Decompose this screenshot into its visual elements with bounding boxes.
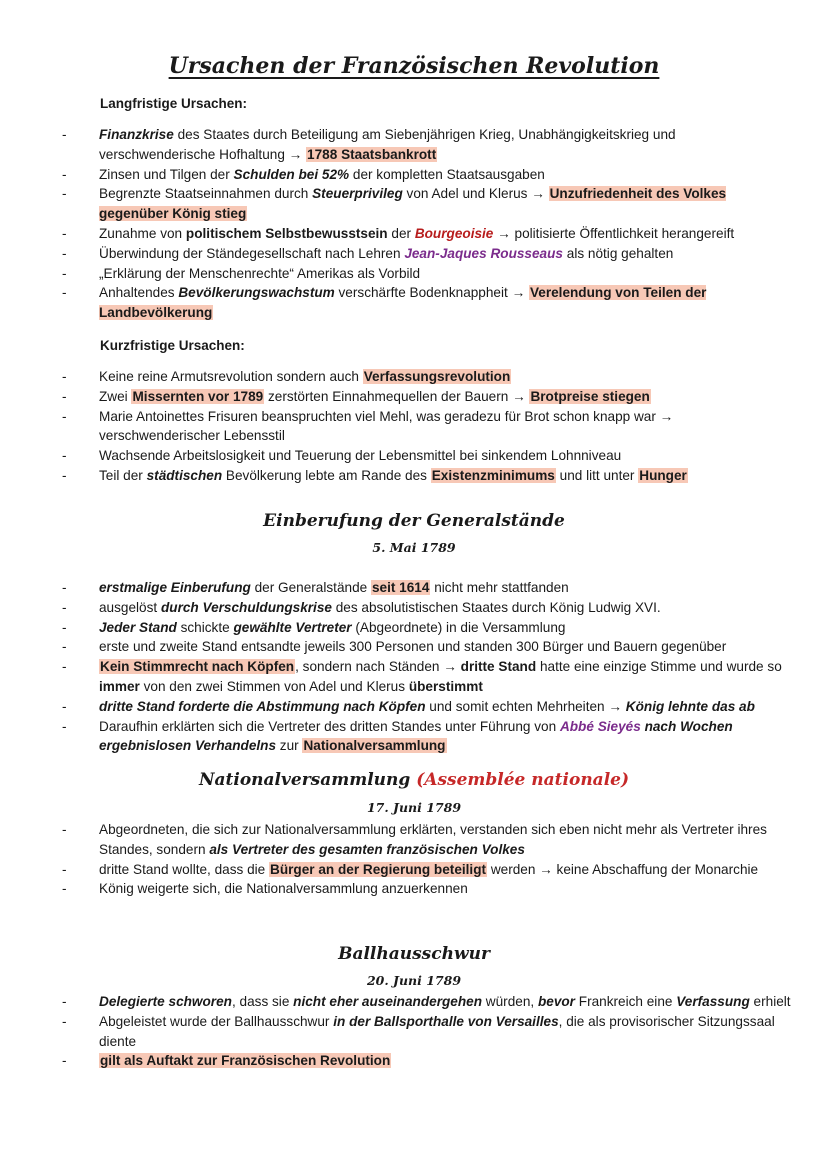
list-item: - Kein Stimmrecht nach Köpfen, sondern nach Ständen → dritte Stand hatte eine einzige Stimme und wurde so immer von den zwei Stimmen von Adel und Klerus überstimmt (62, 657, 792, 697)
list-item: - dritte Stand wollte, dass die Bürger an der Regierung beteiligt werden → keine Abschaffung der Monarchie (62, 860, 792, 880)
ballhausschwur-list (62, 992, 792, 1071)
list-item: - Anhaltendes Bevölkerungswachstum verschärfte Bodenknappheit → Verelendung von Teilen der Landbevölkerung (62, 283, 792, 323)
list-item: - Delegierte schworen, dass sie nicht eher auseinandergehen würden, bevor Frankreich eine Verfassung erhielt (62, 992, 792, 1012)
list-item: - Abgeleistet wurde der Ballhausschwur in der Ballsporthalle von Versailles, die als provisorischer Sitzungssaal diente (62, 1012, 792, 1052)
section-title-text: Nationalversammlung (198, 770, 411, 790)
list-item: - Überwindung der Ständegesellschaft nach Lehren Jean-Jaques Rousseaus als nötig gehalten (62, 244, 792, 264)
list-item: - erstmalige Einberufung der Generalstände seit 1614 nicht mehr stattfanden (62, 578, 792, 598)
section-title-nationalversammlung (0, 770, 828, 790)
list-item: - Wachsende Arbeitslosigkeit und Teuerung der Lebensmittel bei sinkendem Lohnniveau (62, 446, 792, 466)
list-item: - Finanzkrise des Staates durch Beteiligung am Siebenjährigen Krieg, Unabhängigkeitskrieg und verschwenderische Hofhaltung → 1788 Staatsbankrott (62, 125, 792, 165)
list-item: - Begrenzte Staatseinnahmen durch Steuerprivileg von Adel und Klerus → Unzufriedenheit des Volkes gegenüber König stieg (62, 184, 792, 224)
list-item: - dritte Stand forderte die Abstimmung nach Köpfen und somit echten Mehrheiten → König lehnte das ab (62, 697, 792, 717)
section-date-ballhausschwur: 20. Juni 1789 (366, 973, 462, 988)
section-title-french: (Assemblée nationale) (416, 770, 630, 790)
list-item: - Jeder Stand schickte gewählte Vertreter (Abgeordnete) in die Versammlung (62, 618, 792, 638)
list-item: - Zunahme von politischem Selbstbewusstsein der Bourgeoisie → politisierte Öffentlichkeit herangereift (62, 224, 792, 244)
section-date-generalstaende: 5. Mai 1789 (372, 540, 456, 555)
list-item: - Daraufhin erklärten sich die Vertreter des dritten Standes unter Führung von Abbé Sieyés nach Wochen ergebnislosen Verhandelns zur Nationalversammlung (62, 717, 792, 757)
list-item: - erste und zweite Stand entsandte jeweils 300 Personen und standen 300 Bürger und Bauern gegenüber (62, 637, 792, 657)
list-item: - gilt als Auftakt zur Französischen Revolution (62, 1051, 792, 1071)
list-item: - König weigerte sich, die Nationalversammlung anzuerkennen (62, 879, 792, 899)
list-item: - Zinsen und Tilgen der Schulden bei 52% der kompletten Staatsausgaben (62, 165, 792, 185)
section-date-nationalversammlung: 17. Juni 1789 (366, 800, 462, 815)
generalstaende-list (62, 578, 792, 756)
section-title-ballhausschwur: Ballhausschwur (338, 944, 490, 964)
list-item: - Keine reine Armutsrevolution sondern auch Verfassungsrevolution (62, 367, 792, 387)
long-term-causes-heading: Langfristige Ursachen: (100, 96, 248, 111)
list-item: - ausgelöst durch Verschuldungskrise des absolutistischen Staates durch König Ludwig XVI. (62, 598, 792, 618)
section-title-generalstaende: Einberufung der Generalstände (263, 511, 565, 531)
long-term-causes-list (62, 125, 792, 323)
short-term-causes-heading: Kurzfristige Ursachen: (100, 338, 245, 353)
list-item: - „Erklärung der Menschenrechte“ Amerikas als Vorbild (62, 264, 792, 284)
page-title: Ursachen der Französischen Revolution (168, 53, 660, 79)
list-item: - Zwei Missernten vor 1789 zerstörten Einnahmequellen der Bauern → Brotpreise stiegen (62, 387, 792, 407)
list-item: - Abgeordneten, die sich zur Nationalversammlung erklärten, verstanden sich eben nicht mehr als Vertreter ihres Standes, sondern als Vertreter des gesamten französischen Volkes (62, 820, 792, 860)
short-term-causes-list (62, 367, 792, 486)
list-item: - Marie Antoinettes Frisuren beanspruchten viel Mehl, was geradezu für Brot schon knapp war → verschwenderischer Lebensstil (62, 407, 792, 447)
nationalversammlung-list (62, 820, 792, 899)
list-item: - Teil der städtischen Bevölkerung lebte am Rande des Existenzminimums und litt unter Hunger (62, 466, 792, 486)
